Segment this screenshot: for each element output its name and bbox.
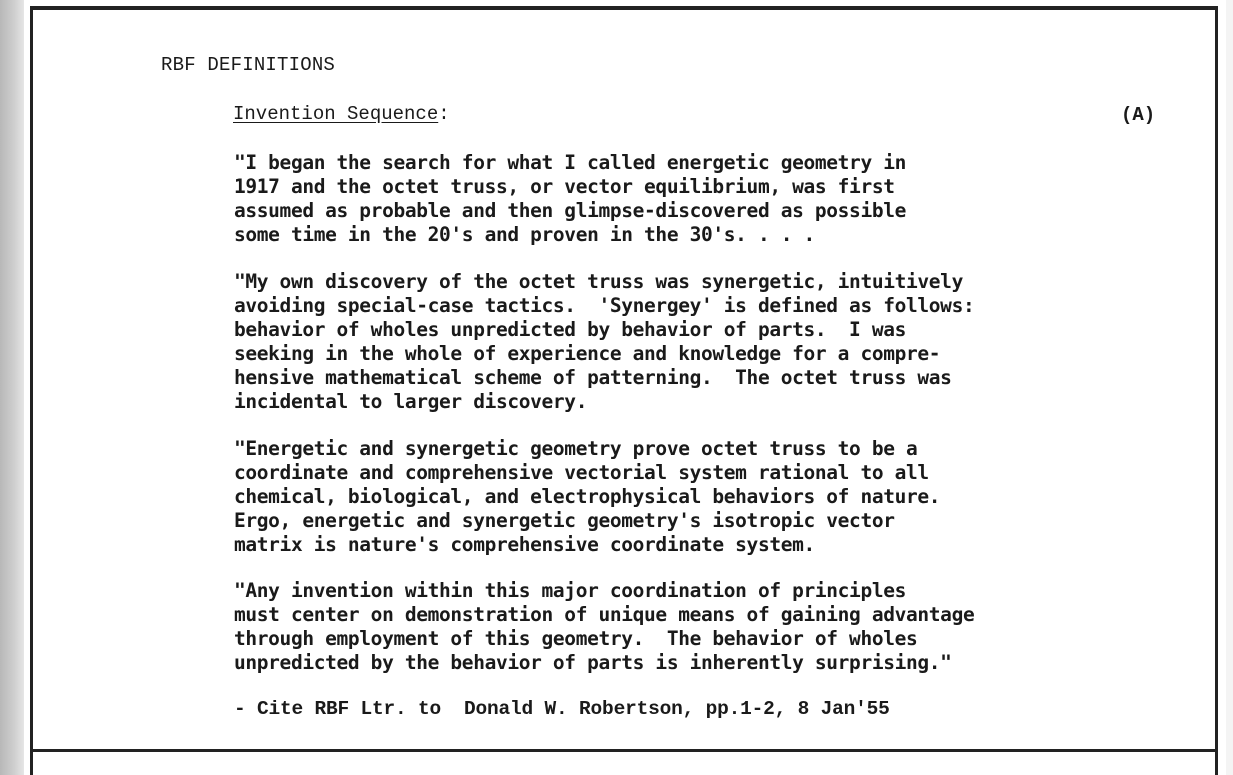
scan-right-edge: [1226, 0, 1233, 775]
quote-line: matrix is nature's comprehensive coordinate system.: [234, 533, 815, 556]
quote-line: hensive mathematical scheme of patterning. The octet truss was: [234, 366, 952, 389]
quote-line: unpredicted by the behavior of parts is inherently surprising.": [234, 651, 952, 674]
quote-line: 1917 and the octet truss, or vector equilibrium, was first: [234, 175, 895, 198]
scan-left-margin: [0, 0, 24, 775]
quote-line: avoiding special-case tactics. 'Synergey' is defined as follows:: [234, 294, 975, 317]
quote-line: "Energetic and synergetic geometry prove octet truss to be a: [234, 437, 918, 460]
quote-line: behavior of wholes unpredicted by behavior of parts. I was: [234, 318, 907, 341]
page-heading: RBF DEFINITIONS: [161, 54, 336, 76]
quote-line: seeking in the whole of experience and knowledge for a compre-: [234, 342, 941, 365]
quote-line: assumed as probable and then glimpse-discovered as possible: [234, 199, 907, 222]
section-title-text: Invention Sequence: [233, 103, 439, 125]
next-card-edge: [30, 752, 1218, 775]
quote-paragraph-2: [234, 270, 974, 414]
quote-line: must center on demonstration of unique means of gaining advantage: [234, 603, 975, 626]
quote-line: "Any invention within this major coordination of principles: [234, 579, 907, 602]
quote-line: "My own discovery of the octet truss was synergetic, intuitively: [234, 270, 963, 293]
section-title-suffix: :: [438, 103, 450, 125]
section-code: (A): [1121, 104, 1156, 126]
quote-line: Ergo, energetic and synergetic geometry's isotropic vector: [234, 509, 895, 532]
quote-line: chemical, biological, and electrophysical behaviors of nature.: [234, 485, 941, 508]
quote-paragraph-4: [234, 579, 974, 675]
quote-paragraph-1: [234, 151, 906, 247]
quote-line: through employment of this geometry. The behavior of wholes: [234, 627, 918, 650]
quote-paragraph-3: [234, 437, 940, 557]
quote-line: some time in the 20's and proven in the 30's. . . .: [234, 223, 815, 246]
quote-line: coordinate and comprehensive vectorial system rational to all: [234, 461, 929, 484]
quote-line: "I began the search for what I called energetic geometry in: [234, 151, 907, 174]
citation: - Cite RBF Ltr. to Donald W. Robertson, pp.1-2, 8 Jan'55: [234, 698, 890, 720]
section-title: [233, 103, 450, 125]
quote-line: incidental to larger discovery.: [234, 390, 588, 413]
